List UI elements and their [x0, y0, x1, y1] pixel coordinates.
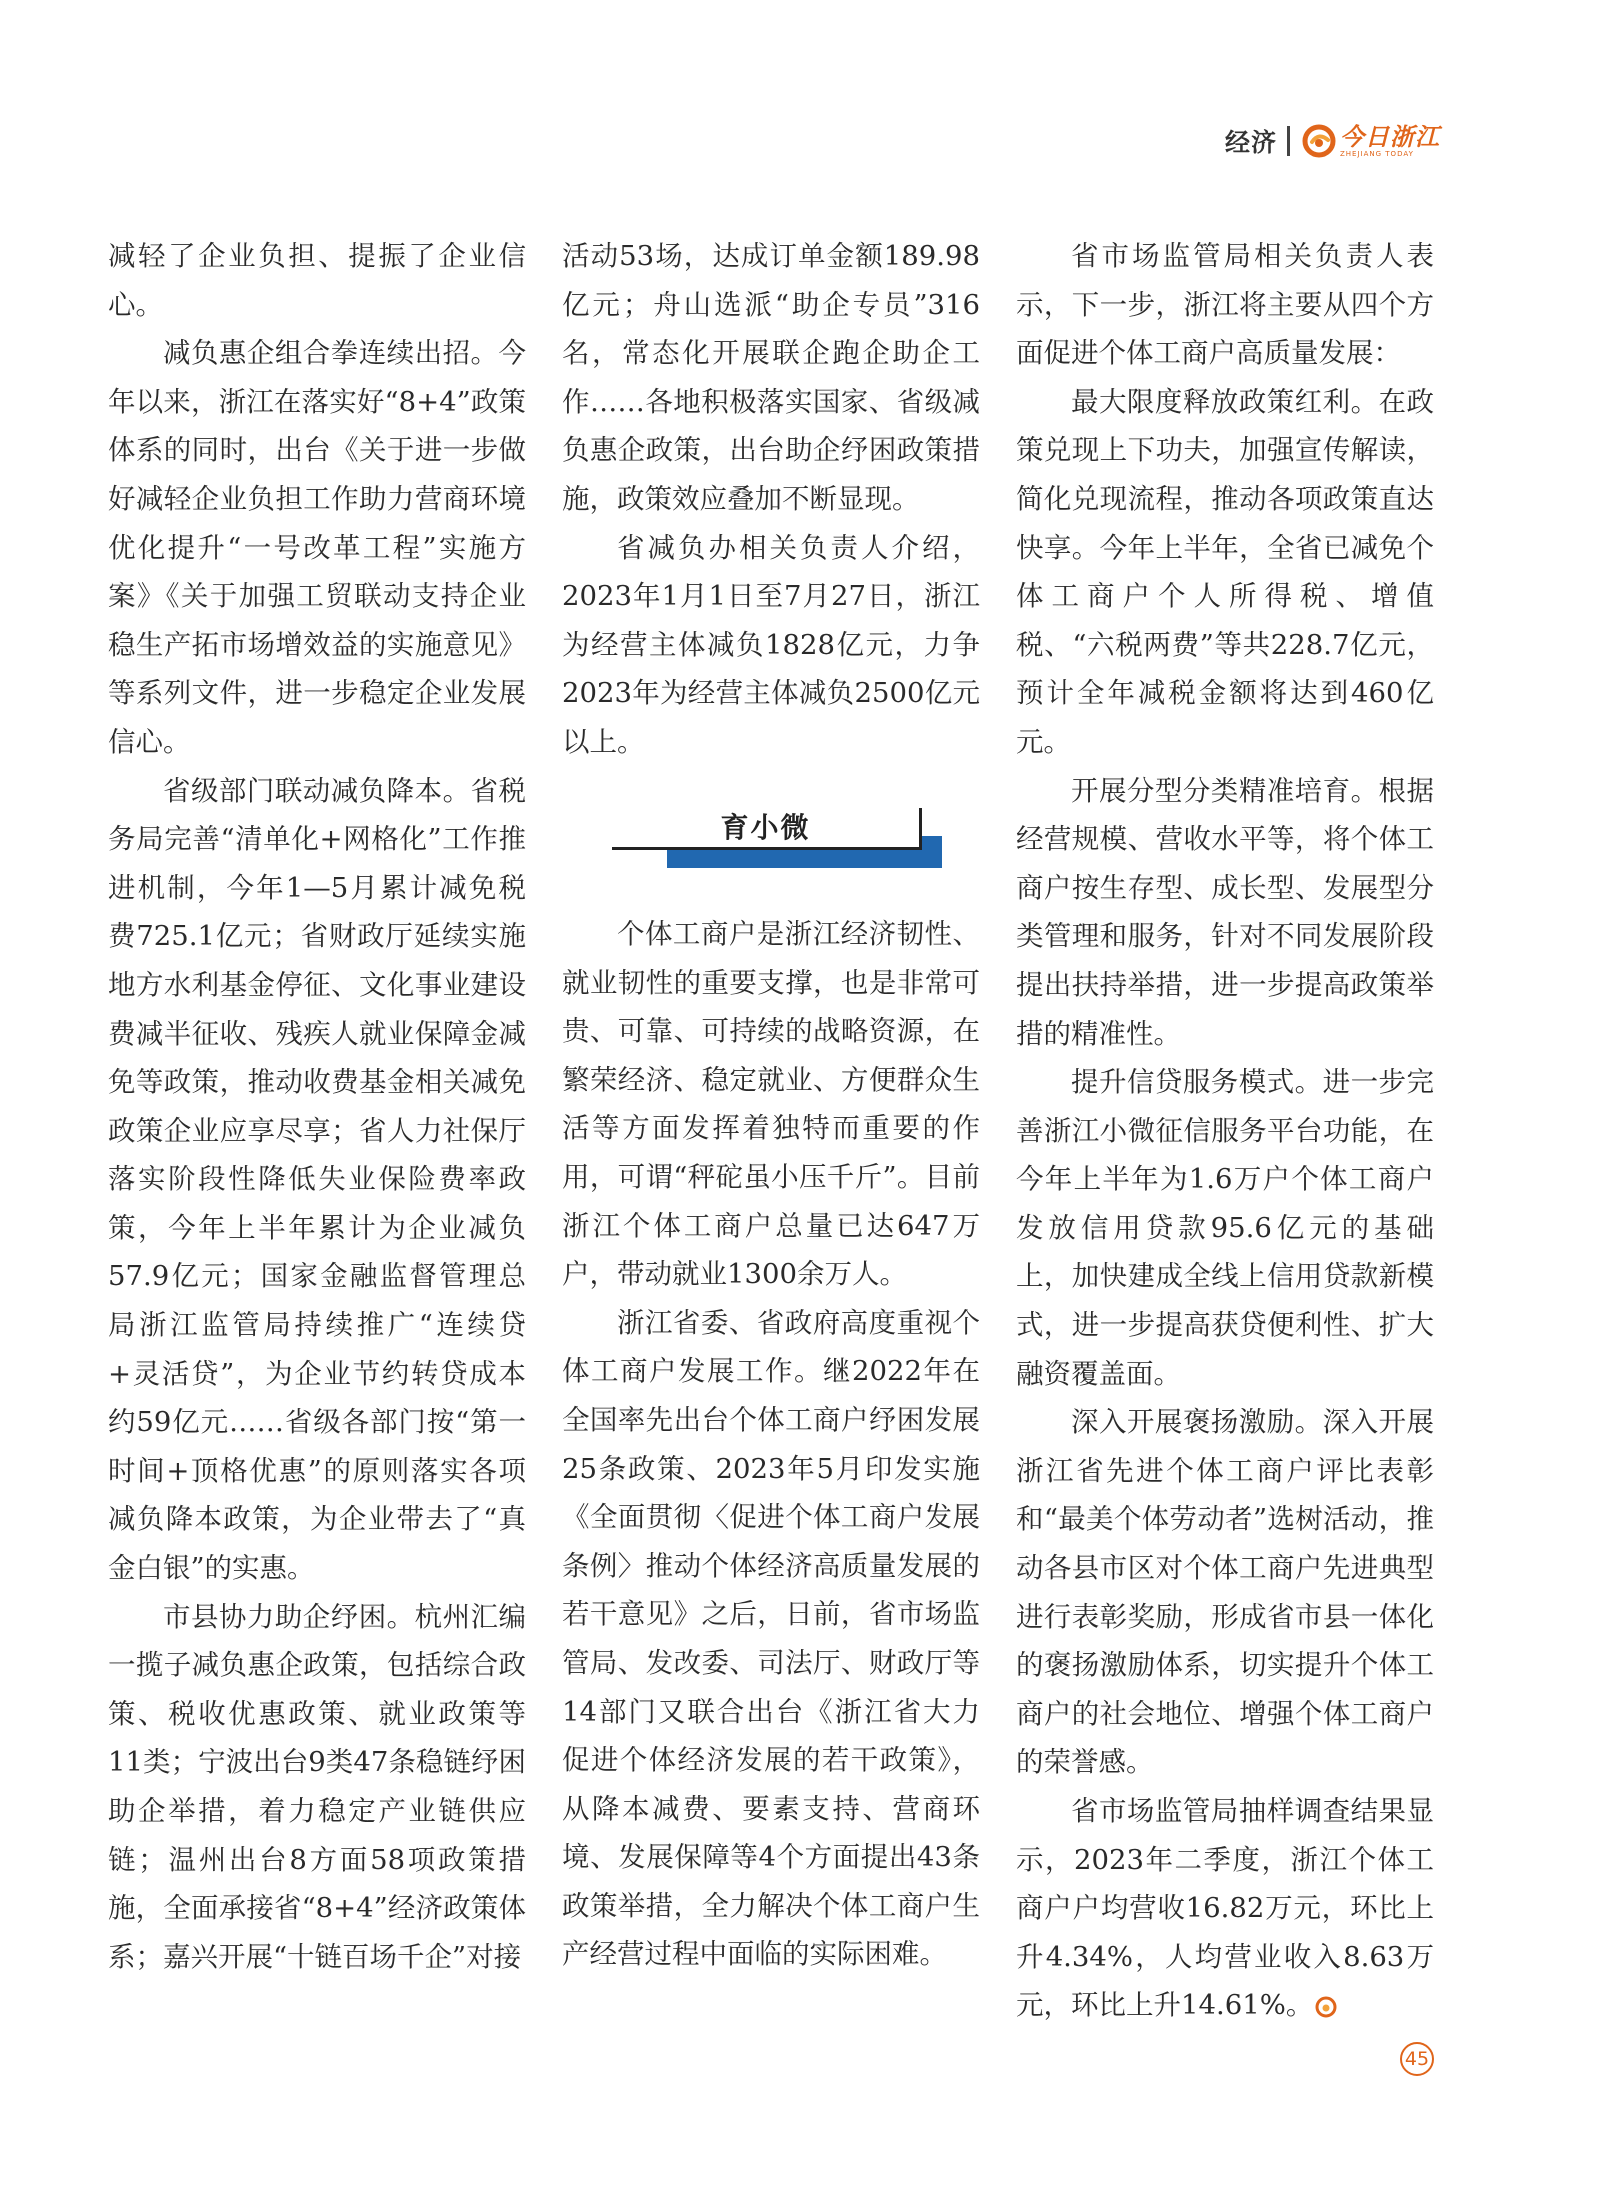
paragraph: 开展分型分类精准培育。根据经营规模、营收水平等，将个体工商户按生存型、成长型、发展型分类管理和服务，针对不同发展阶段提出扶持举措，进一步提高政策举措的精准性。: [1016, 774, 1434, 1050]
page-header: [1225, 118, 1440, 164]
logo-english-text: ZHEJIANG TODAY: [1340, 149, 1414, 158]
paragraph: 减负惠企组合拳连续出招。今年以来，浙江在落实好“8+4”政策体系的同时，出台《关于进一步做好减轻企业负担工作助力营商环境优化提升“一号改革工程”实施方案》《关于加强工贸联动支持企业稳生产拓市场增效益的实施意见》等系列文件，进一步稳定企业发展信心。: [108, 337, 526, 758]
page-number: 45: [1400, 2042, 1434, 2076]
section-label: 经济: [1224, 128, 1277, 157]
logo-swirl-icon: [1302, 124, 1336, 158]
paragraph: 省级部门联动减负降本。省税务局完善“清单化+网格化”工作推进机制，今年1—5月累计减免税费725.1亿元；省财政厅延续实施地方水利基金停征、文化事业建设费减半征收、残疾人就业保障金减免等政策，推动收费基金相关减免政策企业应享尽享；省人力社保厅落实阶段性降低失业保险费率政策，今年上半年累计为企业减负57.9亿元；国家金融监督管理总局浙江监管局持续推广“连续贷+灵活贷”，为企业节约转贷成本约59亿元……省级各部门按“第一时间+顶格优惠”的原则落实各项减负降本政策，为企业带去了“真金白银”的实惠。: [108, 774, 526, 1585]
header-divider: [1287, 126, 1290, 156]
paragraph: 深入开展褒扬激励。深入开展浙江省先进个体工商户评比表彰和“最美个体劳动者”选树活动，推动各县市区对个体工商户先进典型进行表彰奖励，形成省市县一体化的褒扬激励体系，切实提升个体工商户的社会地位、增强个体工商户的荣誉感。: [1016, 1406, 1434, 1779]
paragraph: 省减负办相关负责人介绍，2023年1月1日至7月27日，浙江为经营主体减负1828亿元，力争2023年为经营主体减负2500亿元以上。: [562, 531, 980, 758]
paragraph: 减轻了企业负担、提振了企业信心。: [108, 240, 526, 321]
column-3: [1016, 232, 1434, 2030]
paragraph: 省市场监管局相关负责人表示，下一步，浙江将主要从四个方面促进个体工商户高质量发展：: [1016, 240, 1434, 370]
paragraph: 最大限度释放政策红利。在政策兑现上下功夫，加强宣传解读，简化兑现流程，推动各项政策直达快享。今年上半年，全省已减免个体工商户个人所得税、增值税、“六税两费”等共228.7亿元，预计全年减税金额将达到460亿元。: [1016, 385, 1434, 758]
paragraph: 个体工商户是浙江经济韧性、就业韧性的重要支撑，也是非常可贵、可靠、可持续的战略资源，在繁荣经济、稳定就业、方便群众生活等方面发挥着独特而重要的作用，可谓“秤砣虽小压千斤”。目前浙江个体工商户总量已达647万户，带动就业1300余万人。: [562, 918, 980, 1291]
section-heading: [612, 808, 937, 868]
paragraph: 提升信贷服务模式。进一步完善浙江小微征信服务平台功能，在今年上半年为1.6万户个体工商户发放信用贷款95.6亿元的基础上，加快建成全线上信用贷款新模式，进一步提高获贷便利性、扩大融资覆盖面。: [1016, 1066, 1434, 1390]
column-2-bottom: [562, 910, 980, 1979]
column-2-top: [562, 232, 980, 767]
section-heading-title: 育小微: [612, 808, 922, 850]
logo-chinese-text: 今日浙江: [1340, 121, 1440, 151]
paragraph-last: [1016, 1787, 1434, 2030]
magazine-logo: [1302, 118, 1440, 164]
column-1: [108, 232, 526, 1981]
paragraph-text: 省市场监管局抽样调查结果显示，2023年二季度，浙江个体工商户户均营收16.82万元，环比上升4.34%，人均营业收入8.63万元，环比上升14.61%。: [1016, 1795, 1434, 2022]
end-mark-icon: [1315, 1996, 1337, 2018]
paragraph: 市县协力助企纾困。杭州汇编一揽子减负惠企政策，包括综合政策、税收优惠政策、就业政策等11类；宁波出台9类47条稳链纾困助企举措，着力稳定产业链供应链；温州出台8方面58项政策措施，全面承接省“8+4”经济政策体系；嘉兴开展“十链百场千企”对接: [108, 1600, 526, 1973]
paragraph: 活动53场，达成订单金额189.98亿元；舟山选派“助企专员”316名，常态化开展联企跑企助企工作……各地积极落实国家、省级减负惠企政策，出台助企纾困政策措施，政策效应叠加不断显现。: [562, 240, 980, 515]
paragraph: 浙江省委、省政府高度重视个体工商户发展工作。继2022年在全国率先出台个体工商户纾困发展25条政策、2023年5月印发实施《全面贯彻〈促进个体工商户发展条例〉推动个体经济高质量发展的若干意见》之后，日前，省市场监管局、发改委、司法厅、财政厅等14部门又联合出台《浙江省大力促进个体经济发展的若干政策》，从降本减费、要素支持、营商环境、发展保障等4个方面提出43条政策举措，全力解决个体工商户生产经营过程中面临的实际困难。: [562, 1306, 980, 1971]
